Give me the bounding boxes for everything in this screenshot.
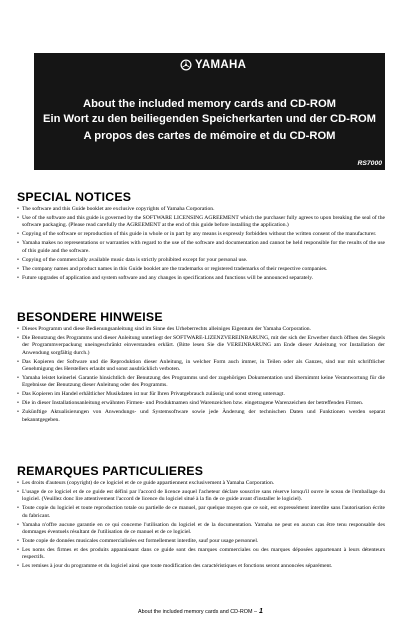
page-footer [138,608,263,615]
notice-list [17,480,385,571]
notice-list [17,326,385,424]
list-item: • Yamaha makes no representations or warranties with regard to the use of the software and documentation and cannot be held responsible for the results of the use of this guide and the software. [17,240,385,254]
list-item: • Copying of the software or reproduction of this guide in whole or in part by any means is expressly forbidden without the written consent of the manufacturer. [17,231,377,238]
list-item: • Das Kopieren der Software und die Reproduktion dieser Anleitung, in welcher Form auch immer, in Teilen oder als Ganzes, sind nur mit schriftlicher Genehmigung des Herstellers erlaubt und sonst ausdrücklich verboten. [17,358,385,372]
title-german: Ein Wort zu den beiliegenden Speicherkarten und der CD-ROM [43,113,376,125]
list-item: • Die in dieser Installationsanleitung erwähnten Firmen- und Produktnamen sind Warenzeichen bzw. eingetragene Warenzeichen der betreffenden Firmen. [17,400,364,407]
title-banner [34,53,385,170]
tuning-forks-icon [180,59,192,71]
list-item: • Toute copie de données musicales commercialisées est formellement interdite, sauf pour usage personnel. [17,537,259,544]
list-item: • Copying of the commercially available music data is strictly prohibited except for your personal use. [17,256,248,263]
list-item: • Yamaha leistet keinerlei Garantie hinsichtlich der Benutzung des Programms und der zugehörigen Dokumentation und übernimmt keine Verantwortung für die Ergebnisse der Benutzung dieser Anleitung oder des Programms. [17,374,385,389]
notice-list [17,206,385,282]
besondere-hinweise-section [17,310,385,426]
list-item: • Use of the software and this guide is governed by the SOFTWARE LICENSING AGREEMENT which the purchaser fully agrees to upon breaking the seal of the software packaging. (Please read carefully the AGREEMENT at the end of this guide before installing the application.) [17,215,385,229]
list-item: • Les noms des firmes et des produits apparaissant dans ce guide sont des marques commerciales ou des marques déposées appartenant à leurs détenteurs respectifs. [17,547,385,561]
yamaha-logo [180,57,246,73]
model-number: RS7000 [357,160,382,167]
page-number: 1 [258,608,263,615]
list-item: • Toute copie du logiciel et toute reproduction totale ou partielle de ce manuel, par quelque moyen que ce soit, est expressément interdite sans l'autorisation écrite du fabricant. [17,505,385,519]
special-notices-section [17,190,385,284]
list-item: • The company names and product names in this Guide booklet are the trademarks or registered trademarks of their respective companies. [17,265,328,272]
title-french: A propos des cartes de mémoire et du CD-ROM [83,130,336,142]
list-item: • Les droits d'auteurs (copyright) de ce logiciel et de ce guide appartiennent exclusivement à Yamaha Corporation. [17,480,275,486]
list-item: • Yamaha n'offre aucune garantie en ce qui concerne l'utilisation du logiciel et de la documentation. Yamaha ne peut en aucun cas être tenu responsable des dommages éventuels résultant de l'utilisation de ce manuel et de ce logiciel. [17,521,385,535]
list-item: • The software and this Guide booklet are exclusive copyrights of Yamaha Corporation. [17,206,215,212]
list-item: • L'usage de ce logiciel et de ce guide est défini par l'accord de licence auquel l'acheteur déclare souscrire sans réserve lorsqu'il ouvre le sceau de l'emballage du logiciel. (Veuillez donc lire attentivement l'accord de licence du logiciel situé à la fin de ce guide avant d'installer le logiciel). [17,489,385,503]
title-english: About the included memory cards and CD-ROM [83,98,336,110]
section-heading: BESONDERE HINWEISE [17,310,163,324]
list-item: • Les remises à jour du programme et du logiciel ainsi que toute modification des caractéristiques et fonctions seront annoncées séparément. [17,563,333,570]
brand-name: YAMAHA [195,59,247,71]
footer-text: About the included memory cards and CD-ROM – [138,609,257,615]
section-heading: SPECIAL NOTICES [17,190,132,204]
list-item: • Dieses Programm und diese Bedienungsanleitung sind im Sinne des Urheberrechts alleiniges Eigentum der Yamaha Corporation. [17,326,311,332]
list-item: • Die Benutzung des Programms und dieser Anleitung unterliegt der SOFTWARE-LIZENZVEREINBARUNG, mit der sich der Erwerber durch öffnen des Siegels der Programmverpackung uneingeschränkt einverstanden erklärt. (Bitte lesen Sie die VEREINBARUNG am Ende dieser Anleitung vor Installation der Anwendung sorgfältig durch.) [17,335,385,356]
list-item: • Das Kopieren im Handel erhältlicher Musikdaten ist nur für Ihren Privatgebrauch zulässig und sonst streng untersagt. [17,391,285,398]
section-heading: REMARQUES PARTICULIERES [17,464,204,478]
list-item: • Zukünftige Aktualisierungen von Anwendungs- und Systemsoftware sowie jede Änderung der technischen Daten und Funktionen werden separat bekanntgegeben. [17,409,385,423]
remarques-particulieres-section [17,464,385,572]
list-item: • Future upgrades of application and system software and any changes in specifications and functions will be announced separately. [17,274,314,281]
